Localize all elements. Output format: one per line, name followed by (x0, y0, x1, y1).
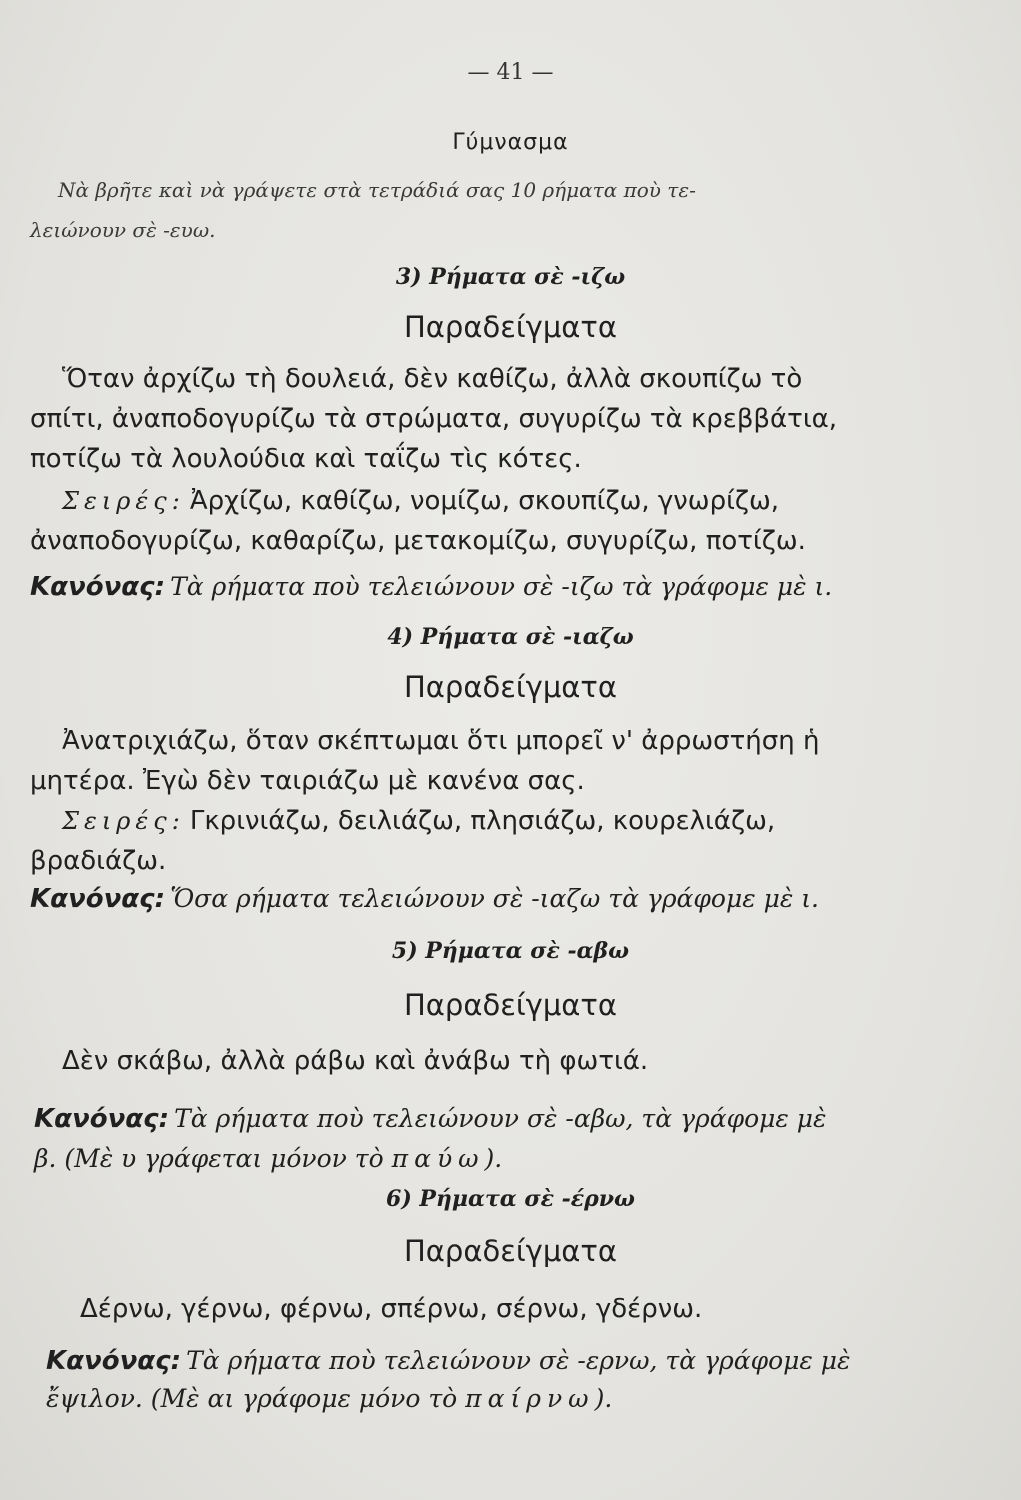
example-line: μητέρα. Ἐγὼ δὲν ταιριάζω μὲ κανένα σας. (30, 766, 585, 796)
rule-label: Κανόνας: (30, 884, 165, 914)
rule-line-2 (46, 1384, 612, 1413)
rule-row (46, 1346, 850, 1376)
rule-text: Τὰ ρήματα ποὺ τελειώνουν σὲ -ερνω, τὰ γράφομε μὲ (186, 1346, 851, 1375)
rule-text: Τὰ ρήματα ποὺ τελειώνουν σὲ -ιζω τὰ γράφομε μὲ ι. (170, 572, 833, 601)
exercise-title: Γύμνασμα (452, 130, 569, 155)
rule-exception-word: παίρνω (465, 1384, 595, 1413)
series-text: Γκρινιάζω, δειλιάζω, πλησιάζω, κουρελιάζω, (189, 806, 776, 836)
rule-label: Κανόνας: (46, 1346, 181, 1376)
examples-title-avo: Παραδείγματα (404, 988, 617, 1022)
section-heading-erno: 6) Ρήματα σὲ -έρνω (386, 1186, 635, 1212)
rule-row (30, 572, 832, 602)
series-row (62, 806, 775, 836)
example-line: σπίτι, ἀναποδογυρίζω τὰ στρώματα, συγυρίζω τὰ κρεββάτια, (30, 404, 838, 434)
rule-row (34, 1104, 826, 1134)
section-heading-iazo: 4) Ρήματα σὲ -ιαζω (387, 624, 634, 650)
series-row (62, 486, 779, 516)
rule-text: ἔψιλον. (Μὲ αι γράφομε μόνο τὸ (46, 1384, 466, 1413)
series-text: Ἀρχίζω, καθίζω, νομίζω, σκουπίζω, γνωρίζω, (189, 486, 780, 516)
rule-text: Ὅσα ρήματα τελειώνουν σὲ -ιαζω τὰ γράφομε μὲ ι. (170, 884, 819, 913)
rule-row (30, 884, 819, 914)
page-number: — 41 — (467, 60, 554, 85)
rule-label: Κανόνας: (30, 572, 165, 602)
exercise-text-line-1: Νὰ βρῆτε καὶ νὰ γράψετε στὰ τετράδιά σας 10 ρήματα ποὺ τε- (58, 178, 696, 202)
examples-title-erno: Παραδείγματα (404, 1234, 617, 1268)
series-line-2: ἀναποδογυρίζω, καθαρίζω, μετακομίζω, συγυρίζω, ποτίζω. (30, 526, 806, 556)
section-heading-izo: 3) Ρήματα σὲ -ιζω (395, 264, 626, 290)
series-label: Σειρές: (62, 487, 185, 515)
examples-title-izo: Παραδείγματα (404, 310, 617, 344)
series-line-2: βραδιάζω. (30, 846, 167, 876)
rule-text: Τὰ ρήματα ποὺ τελειώνουν σὲ -αβω, τὰ γράφομε μὲ (174, 1104, 827, 1133)
example-line: ποτίζω τὰ λουλούδια καὶ ταΐζω τὶς κότες. (30, 444, 582, 474)
example-line: Ἀνατριχιάζω, ὅταν σκέπτωμαι ὅτι μπορεῖ ν' ἀρρωστήση ἡ (62, 726, 820, 756)
rule-text-end: ). (484, 1144, 503, 1173)
rule-text-end: ). (594, 1384, 613, 1413)
rule-label: Κανόνας: (34, 1104, 169, 1134)
example-line: Δέρνω, γέρνω, φέρνω, σπέρνω, σέρνω, γδέρνω. (80, 1294, 703, 1324)
example-line: Ὅταν ἀρχίζω τὴ δουλειά, δὲν καθίζω, ἀλλὰ σκουπίζω τὸ (62, 364, 803, 394)
section-heading-avo: 5) Ρήματα σὲ -αβω (391, 938, 630, 964)
exercise-text-line-2: λειώνουν σὲ -ευω. (30, 218, 216, 242)
rule-line-2 (34, 1144, 502, 1173)
series-label: Σειρές: (62, 807, 185, 835)
rule-exception-word: παύω (391, 1144, 485, 1173)
example-line: Δὲν σκάβω, ἀλλὰ ράβω καὶ ἀνάβω τὴ φωτιά. (62, 1046, 649, 1076)
examples-title-iazo: Παραδείγματα (404, 670, 617, 704)
rule-text: β. (Μὲ υ γράφεται μόνον τὸ (34, 1144, 392, 1173)
